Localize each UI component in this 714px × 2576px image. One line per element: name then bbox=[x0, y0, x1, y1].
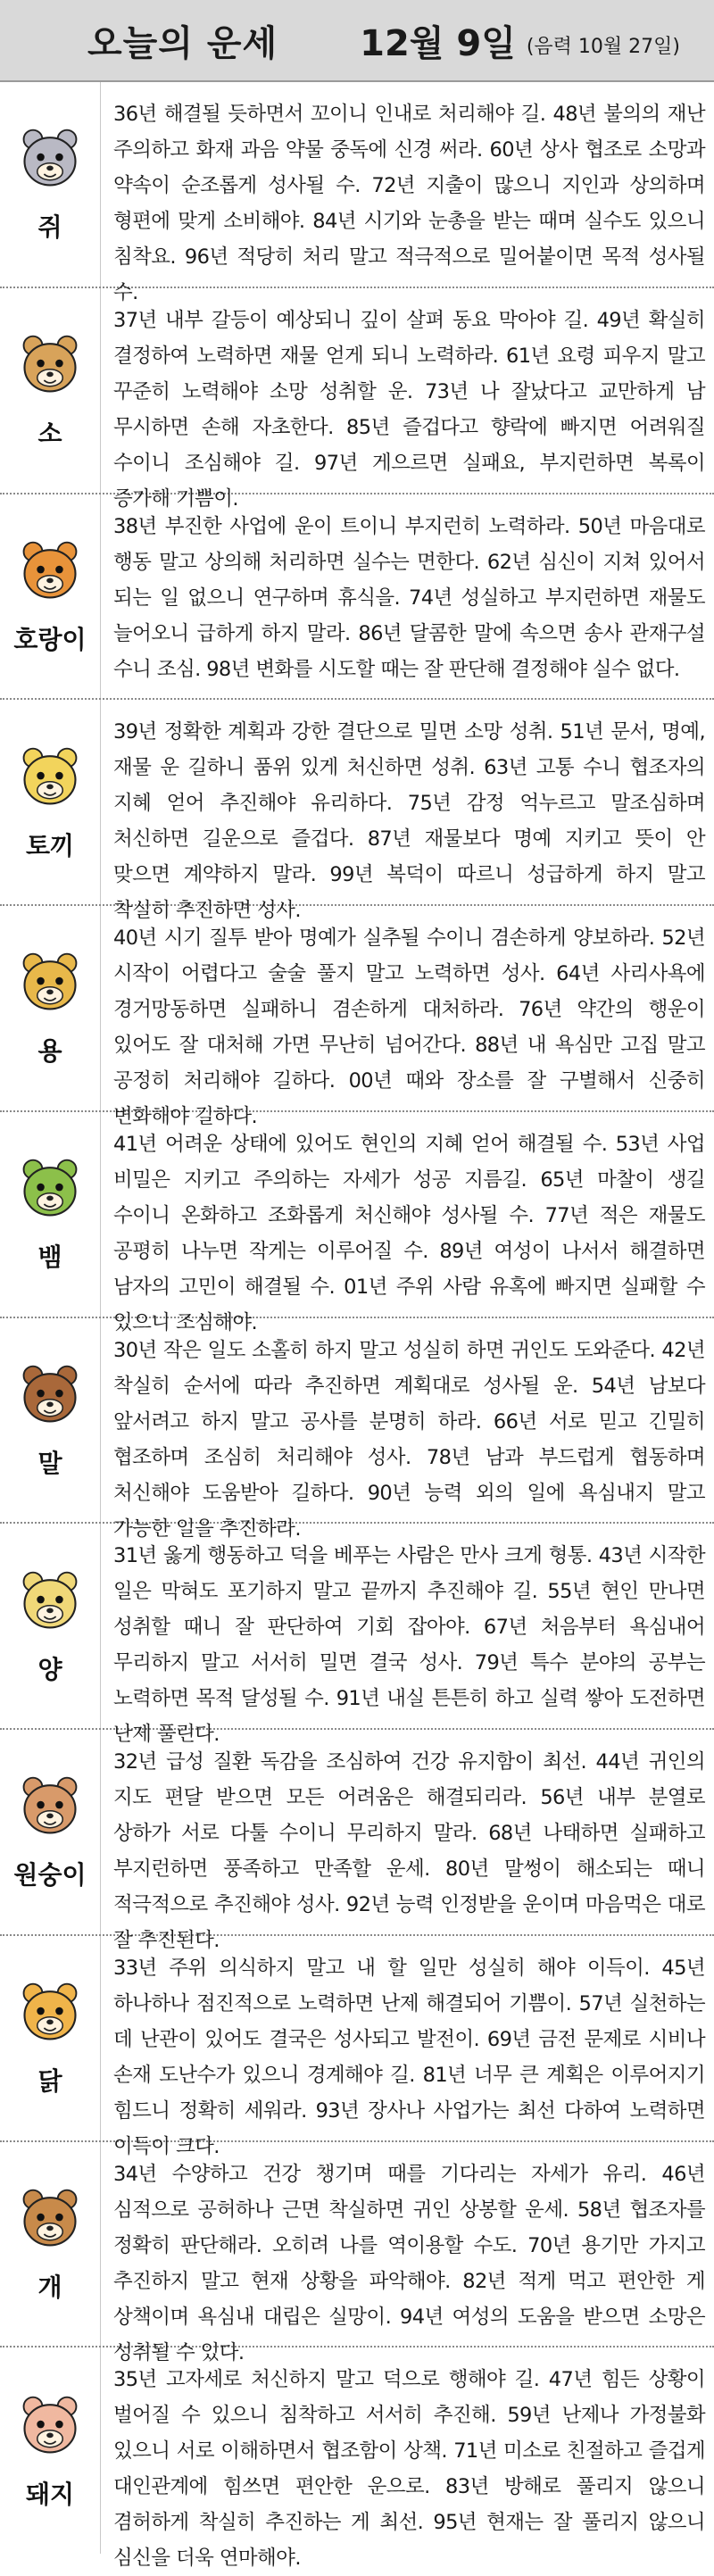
fortune-row bbox=[0, 1524, 714, 1747]
icon-svg bbox=[16, 2184, 84, 2252]
fortune-list bbox=[0, 82, 714, 2571]
ox-icon bbox=[16, 330, 84, 402]
rooster-icon bbox=[16, 1978, 84, 2049]
zodiac-name: 개 bbox=[37, 2272, 62, 2302]
fortune-row bbox=[0, 288, 714, 511]
page-title: 오늘의 운세 bbox=[87, 22, 278, 64]
zodiac-column bbox=[0, 700, 101, 904]
zodiac-column bbox=[0, 288, 101, 493]
snake-icon bbox=[16, 1154, 84, 1226]
fortune-text: 33년 주위 의식하지 말고 내 할 일만 성실히 해야 이득이. 45년 하나하나 점진적으로 노력하면 난제 해결되어 기쁨이. 57년 실천하는 데 난관이 있어도 결국은 성사되고 발전이. 69년 금전 문제로 시비나 손재 도난수가 있으니 경계해야 길. 81년 너무 큰 계획은 이루어지기 힘드니 정확히 세워라. 93년 장사나 사업가는 최선 다하여 노력하면 이득이 크다. bbox=[113, 1956, 705, 2158]
zodiac-name: 용 bbox=[37, 1036, 62, 1067]
fortune-text: 31년 옳게 행동하고 덕을 베푸는 사람은 만사 크게 형통. 43년 시작한 일은 막혀도 포기하지 말고 끝까지 추진해야 길. 55년 현인 만나면 성취할 때니 잘 판단하여 기회 잡아야. 67년 처음부터 욕심내어 무리하지 말고 서서히 밀면 결국 성사. 79년 특수 분야의 공부는 노력하면 목적 달성될 수. 91년 내실 튼튼히 하고 실력 쌓아 도전하면 난제 풀린다. bbox=[113, 1544, 705, 1747]
fortune-text: 32년 급성 질환 독감을 조심하여 건강 유지함이 최선. 44년 귀인의 지도 편달 받으면 모든 어려움은 해결되리라. 56년 내부 분열로 상하가 서로 다툴 수이니 무리하지 말라. 68년 나태하면 실패하고 부지런하면 풍족하고 만족할 운세. 80년 말썽이 해소되는 때니 적극적으로 추진해야 성사. 92년 능력 인정받을 운이며 마음먹은 대로 잘 추진된다. bbox=[113, 1750, 705, 1952]
dog-icon bbox=[16, 2184, 84, 2256]
fortune-text: 30년 작은 일도 소홀히 하지 말고 성실히 하면 귀인도 도와준다. 42년 착실히 순서에 따라 추진하면 계획대로 성사될 운. 54년 남보다 앞서려고 하지 말고 공사를 분명히 하라. 66년 서로 믿고 긴밀히 협조하며 조심히 처리해야 성사. 78년 남과 부드럽게 협동하며 처신해야 도움받아 길하다. 90년 능력 외의 일에 욕심내지 말고 가능한 일을 추진하라. bbox=[113, 1338, 705, 1541]
fortune-row bbox=[0, 1112, 714, 1334]
fortune-row bbox=[0, 906, 714, 1128]
icon-svg bbox=[16, 536, 84, 604]
zodiac-name: 말 bbox=[37, 1448, 62, 1478]
zodiac-column bbox=[0, 1524, 101, 1728]
zodiac-column bbox=[0, 494, 101, 699]
zodiac-column bbox=[0, 1730, 101, 1934]
lunar-date: (음력 10월 27일) bbox=[526, 35, 680, 58]
icon-svg bbox=[16, 1772, 84, 1840]
rat-icon bbox=[16, 124, 84, 195]
icon-svg bbox=[16, 1360, 84, 1428]
sheep-icon bbox=[16, 1566, 84, 1638]
zodiac-column bbox=[0, 1936, 101, 2140]
zodiac-name: 양 bbox=[37, 1654, 62, 1684]
fortune-row bbox=[0, 1318, 714, 1541]
zodiac-name: 쥐 bbox=[37, 212, 62, 243]
icon-svg bbox=[16, 743, 84, 810]
fortune-row bbox=[0, 494, 714, 701]
zodiac-name: 닭 bbox=[37, 2066, 62, 2097]
fortune-text: 38년 부진한 사업에 운이 트이니 부지런히 노력하라. 50년 마음대로 행동 말고 상의해 처리하면 실수는 면한다. 62년 심신이 지쳐 있어서 되는 일 없으니 연구하며 휴식을. 74년 성실하고 부지런하면 재물도 늘어오니 급하게 하지 말라. 86년 달콤한 말에 속으면 송사 관재구설 수니 조심. 98년 변화를 시도할 때는 잘 판단해 결정해야 실수 없다. bbox=[113, 514, 705, 681]
zodiac-name: 소 bbox=[37, 419, 62, 449]
icon-svg bbox=[16, 1154, 84, 1222]
horse-icon bbox=[16, 1360, 84, 1432]
fortune-row bbox=[0, 2142, 714, 2364]
fortune-row bbox=[0, 1936, 714, 2158]
icon-svg bbox=[16, 1978, 84, 2046]
fortune-text: 40년 시기 질투 받아 명예가 실추될 수이니 겸손하게 양보하라. 52년 시작이 어렵다고 술술 풀지 말고 노력하면 성사. 64년 사리사욕에 경거망동하면 실패하니 겸손하게 대처하라. 76년 약간의 행운이 있어도 잘 대처해 가면 무난히 넘어간다. 88년 내 욕심만 고집 말고 공정히 처리해야 길하다. 00년 때와 장소를 잘 구별해서 신중히 변화해야 길하다. bbox=[113, 927, 705, 1128]
solar-date: 12월 9일 bbox=[360, 22, 516, 64]
zodiac-name: 토끼 bbox=[25, 830, 75, 860]
fortune-text: 39년 정확한 계획과 강한 결단으로 밀면 소망 성취. 51년 문서, 명예, 재물 운 길하니 품위 있게 처신하면 성취. 63년 고통 수니 협조자의 지혜 얻어 추진해야 유리하다. 75년 감정 억누르고 말조심하며 처신하면 길운으로 즐겁다. 87년 재물보다 명예 지키고 뜻이 안 맞으면 계약하지 말라. 99년 복덕이 따르니 성급하게 하지 말고 착실히 추진하면 성사. bbox=[113, 720, 705, 923]
fortune-row bbox=[0, 82, 714, 304]
icon-svg bbox=[16, 948, 84, 1016]
fortune-text: 36년 해결될 듯하면서 꼬이니 인내로 처리해야 길. 48년 불의의 재난 주의하고 화재 과음 약물 중독에 신경 써라. 60년 상사 협조로 소망과 약속이 순조롭게 성사될 수. 72년 지출이 많으니 지인과 상의하며 형편에 맞게 소비해야. 84년 시기와 눈총을 받는 때며 실수도 있으니 침착요. 96년 적당히 처리 말고 적극적으로 밀어붙이면 목적 성사될 수. bbox=[113, 103, 705, 304]
fortune-row bbox=[0, 2347, 714, 2571]
fortune-text: 35년 고자세로 처신하지 말고 덕으로 행해야 길. 47년 힘든 상황이 벌어질 수 있으니 침착하고 서서히 추진해. 59년 난제나 가정불화 있으니 서로 이해하면서 협조함이 상책. 71년 미소로 친절하고 즐겁게 대인관계에 힘쓰면 편안한 운으로. 83년 방해로 풀리지 않으니 겸허하게 착실히 추진하는 게 최선. 95년 현재는 잘 풀리지 않으니 심신을 더욱 연마해야. bbox=[113, 2368, 705, 2571]
icon-svg bbox=[16, 2391, 84, 2459]
fortune-text: 41년 어려운 상태에 있어도 현인의 지혜 얻어 해결될 수. 53년 사업 비밀은 지키고 주의하는 자세가 성공 지름길. 65년 마찰이 생길 수이니 온화하고 조화롭게 처신해야 성사될 수. 77년 적은 재물도 공평히 나누면 작게는 이루어질 수. 89년 여성이 나서서 해결하면 남자의 고민이 해결될 수. 01년 주위 사람 유혹에 빠지면 실패할 수 있으니 조심해야. bbox=[113, 1132, 705, 1334]
dragon-icon bbox=[16, 948, 84, 1019]
icon-svg bbox=[16, 124, 84, 192]
zodiac-name: 뱀 bbox=[37, 1242, 62, 1273]
fortune-row bbox=[0, 700, 714, 923]
icon-svg bbox=[16, 330, 84, 398]
zodiac-column bbox=[0, 1318, 101, 1523]
zodiac-column bbox=[0, 1112, 101, 1317]
pig-icon bbox=[16, 2391, 84, 2463]
zodiac-name: 돼지 bbox=[25, 2479, 75, 2509]
fortune-text: 37년 내부 갈등이 예상되니 깊이 살펴 동요 막아야 길. 49년 확실히 결정하여 노력하면 재물 얻게 되니 노력하라. 61년 요령 피우지 말고 꾸준히 노력해야 소망 성취할 운. 73년 나 잘났다고 교만하게 남 무시하면 손해 자초한다. 85년 즐겁다고 향락에 빠지면 어려워질 수이니 조심해야 길. 97년 게으르면 실패요, 부지런하면 복록이 증가해 기쁨이. bbox=[113, 308, 705, 511]
zodiac-name: 호랑이 bbox=[13, 624, 87, 654]
header-bar bbox=[0, 0, 714, 82]
zodiac-column bbox=[0, 2347, 101, 2554]
tiger-icon bbox=[16, 536, 84, 608]
zodiac-column bbox=[0, 2142, 101, 2347]
zodiac-column bbox=[0, 906, 101, 1110]
icon-svg bbox=[16, 1566, 84, 1634]
rabbit-icon bbox=[16, 743, 84, 814]
fortune-text: 34년 수양하고 건강 챙기며 때를 기다리는 자세가 유리. 46년 심적으로 공허하나 근면 착실하면 귀인 상봉할 운세. 58년 협조자를 정확히 판단해라. 오히려 나를 역이용할 수도. 70년 용기만 가지고 추진하지 말고 현재 상황을 파악해야. 82년 적게 먹고 편안한 게 상책이며 욕심내 대립은 실망이. 94년 여성의 도움을 받으면 소망은 성취될 수 있다. bbox=[113, 2162, 705, 2364]
monkey-icon bbox=[16, 1772, 84, 1843]
fortune-row bbox=[0, 1730, 714, 1952]
zodiac-name: 원숭이 bbox=[13, 1860, 87, 1890]
zodiac-column bbox=[0, 82, 101, 287]
